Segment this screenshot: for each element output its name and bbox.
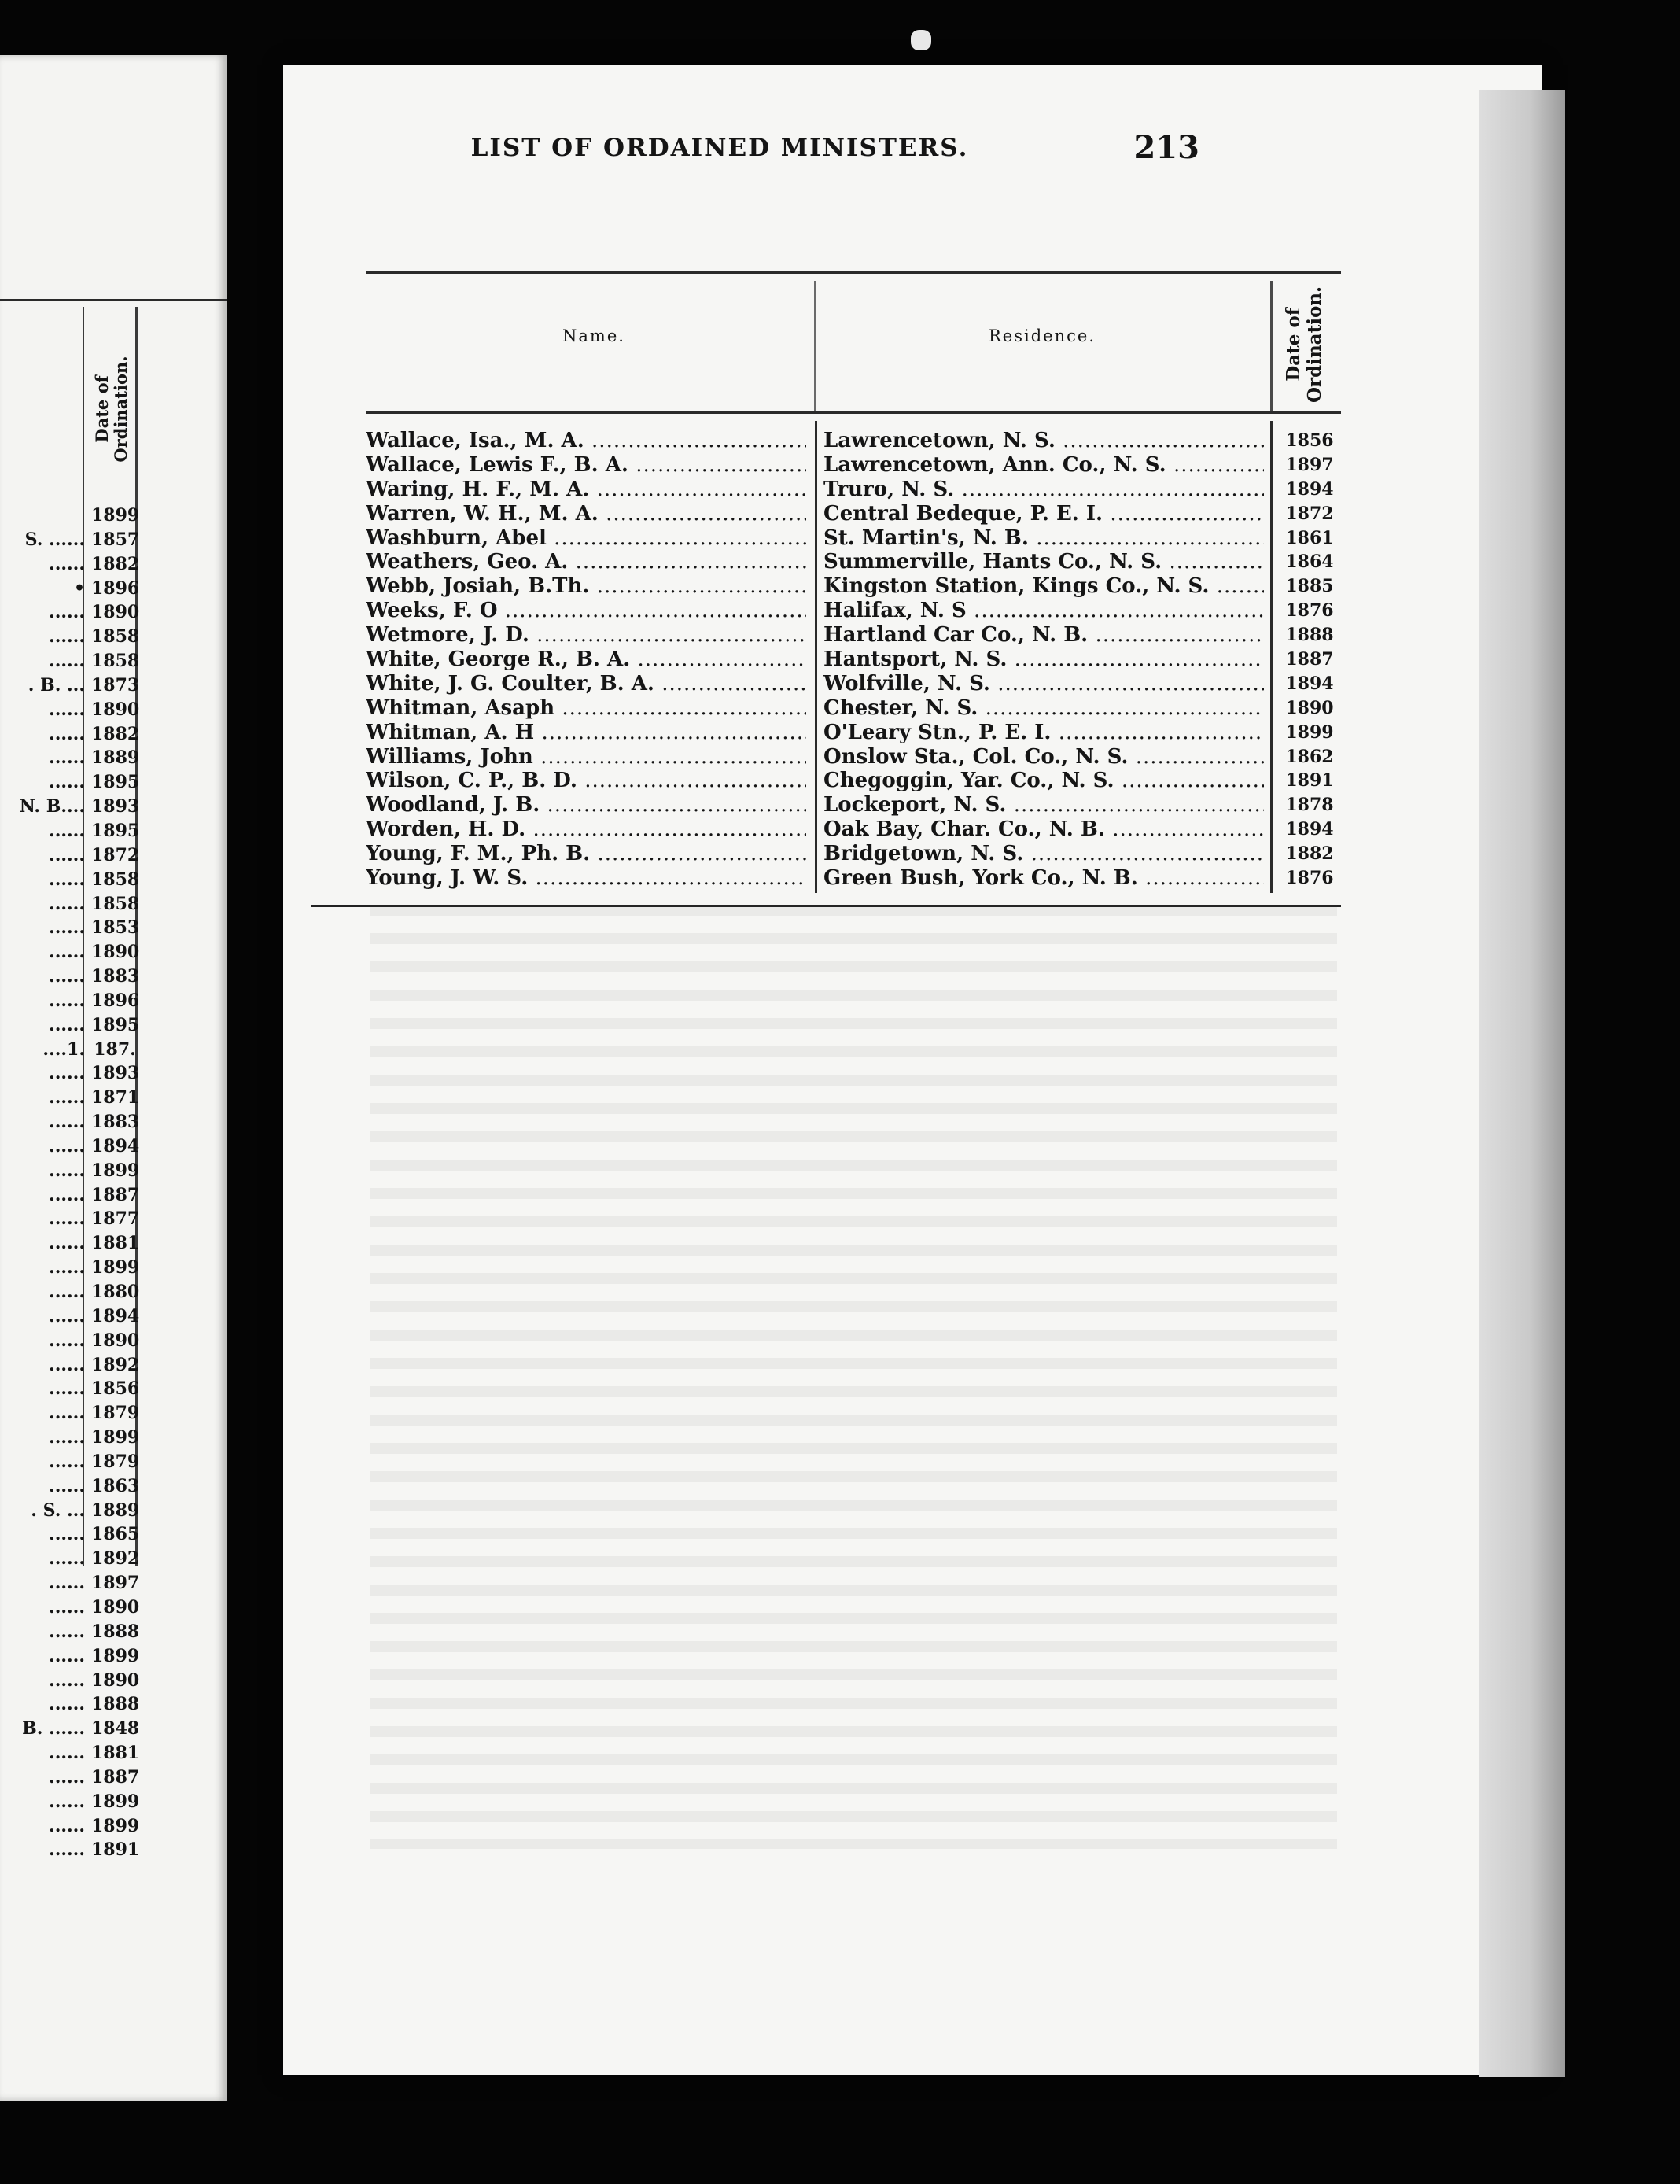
- table-row: [366, 647, 1341, 672]
- table-row: [366, 745, 1341, 769]
- minister-name: Weeks, F. O .....: [366, 599, 806, 622]
- left-row: [0, 698, 227, 722]
- ordination-year: 1894: [1285, 819, 1334, 840]
- ordination-year: 1894: [1285, 673, 1334, 694]
- left-page-fragment: [0, 55, 227, 2101]
- left-row-fragment: ......: [49, 699, 85, 720]
- table-row: [366, 478, 1341, 502]
- minister-residence: Summerville, Hants Co., N. S. .....: [823, 550, 1264, 574]
- left-row-year: 1879: [91, 1403, 140, 1424]
- ordination-year: 1876: [1285, 868, 1334, 889]
- left-row: [0, 1620, 227, 1644]
- ordination-year: 1861: [1285, 527, 1334, 548]
- left-row-fragment: . B. ...: [28, 674, 85, 695]
- left-row-year: 1894: [91, 1135, 140, 1157]
- ordination-year: 1864: [1285, 552, 1334, 573]
- table-row: [366, 866, 1341, 891]
- left-row: [0, 1790, 227, 1814]
- left-row-year: 1858: [91, 651, 140, 672]
- left-row: [0, 1013, 227, 1038]
- bleed-through-text: [370, 905, 1337, 1849]
- left-row: [0, 1547, 227, 1571]
- left-row: [0, 1692, 227, 1717]
- left-row: [0, 819, 227, 843]
- minister-name: Wilson, C. P., B. D. .....: [366, 769, 806, 792]
- minister-name: Washburn, Abel .....: [366, 526, 806, 550]
- left-row-fragment: ......: [49, 966, 85, 987]
- left-row-fragment: . S. ...: [31, 1500, 85, 1521]
- left-row-fragment: ......: [49, 1087, 85, 1109]
- ordination-year: 1872: [1285, 503, 1334, 524]
- minister-name: Waring, H. F., M. A. .....: [366, 478, 806, 501]
- left-row-year: 187.: [94, 1039, 136, 1060]
- ordination-year: 1885: [1285, 576, 1334, 597]
- left-row: [0, 1741, 227, 1765]
- left-row-year: 1863: [91, 1475, 140, 1496]
- left-row-year: 1890: [91, 1596, 140, 1618]
- ordination-year: 1876: [1285, 600, 1334, 622]
- left-row: [0, 1571, 227, 1596]
- page-edge: [1479, 90, 1565, 2077]
- minister-name: Whitman, Asaph .....: [366, 696, 806, 720]
- left-row-year: 1858: [91, 893, 140, 914]
- minister-residence: Halifax, N. S .....: [823, 599, 1264, 622]
- left-row-fragment: ......: [49, 1596, 85, 1618]
- minister-name: White, J. G. Coulter, B. A. .....: [366, 672, 806, 695]
- minister-residence: Oak Bay, Char. Co., N. B. .....: [823, 817, 1264, 841]
- left-row-year: 1888: [91, 1621, 140, 1642]
- minister-name: Wetmore, J. D. .....: [366, 623, 806, 647]
- left-row-fragment: ......: [49, 1839, 85, 1861]
- left-row-year: 1893: [91, 796, 140, 817]
- left-row-year: 1890: [91, 602, 140, 623]
- left-row: [0, 1086, 227, 1110]
- left-row: [0, 1304, 227, 1329]
- left-row-fragment: ......: [49, 723, 85, 744]
- left-row-fragment: N. B....: [19, 796, 85, 817]
- minister-residence: Onslow Sta., Col. Co., N. S. .....: [823, 745, 1264, 769]
- table-top-rule: [366, 271, 1341, 274]
- minister-residence: Lawrencetown, Ann. Co., N. S. .....: [823, 453, 1264, 477]
- left-row-year: 1899: [91, 505, 140, 526]
- left-row-fragment: ......: [49, 626, 85, 647]
- left-row: [0, 1474, 227, 1499]
- left-row-year: 1883: [91, 1112, 140, 1133]
- left-row-year: 1865: [91, 1524, 140, 1545]
- left-row-fragment: ......: [49, 1669, 85, 1691]
- minister-residence: Lockeport, N. S. .....: [823, 793, 1264, 817]
- left-row: [0, 1061, 227, 1086]
- minister-name: White, George R., B. A. .....: [366, 647, 806, 671]
- left-row: [0, 1207, 227, 1231]
- left-row-fragment: ......: [49, 1694, 85, 1715]
- left-row-fragment: ......: [49, 1451, 85, 1472]
- left-row-fragment: ......: [49, 1403, 85, 1424]
- left-row-fragment: ......: [49, 893, 85, 914]
- running-title: LIST OF ORDAINED MINISTERS.: [470, 134, 969, 162]
- left-row-year: 1873: [91, 674, 140, 695]
- left-year-column: [0, 504, 227, 1862]
- left-row: [0, 1280, 227, 1304]
- left-row-fragment: ......: [49, 602, 85, 623]
- left-row-year: 1892: [91, 1548, 140, 1570]
- left-row-fragment: ......: [49, 1354, 85, 1375]
- left-row-year: 1856: [91, 1378, 140, 1400]
- minister-name: Weathers, Geo. A. .....: [366, 550, 806, 574]
- left-row: [0, 1401, 227, 1426]
- header-divider-residence-date: [1270, 281, 1273, 413]
- left-row-year: 1853: [91, 917, 140, 939]
- ordination-year: 1882: [1285, 843, 1334, 865]
- left-row-fragment: ......: [49, 1257, 85, 1278]
- left-row-fragment: ......: [49, 917, 85, 939]
- minister-name: Wallace, Isa., M. A. .....: [366, 429, 806, 452]
- left-row-fragment: ......: [49, 1208, 85, 1230]
- table-row: [366, 696, 1341, 721]
- minister-name: Young, J. W. S. .....: [366, 866, 806, 890]
- minister-name: Young, F. M., Ph. B. .....: [366, 842, 806, 865]
- minister-name: Whitman, A. H .....: [366, 721, 806, 744]
- left-row-fragment: •: [73, 577, 85, 599]
- left-date-header-line1: Date of: [92, 375, 112, 443]
- left-row-year: 1891: [91, 1839, 140, 1861]
- left-row: [0, 1450, 227, 1474]
- left-row: [0, 940, 227, 965]
- left-row-year: 1893: [91, 1063, 140, 1084]
- left-row-year: 1890: [91, 699, 140, 720]
- left-row-fragment: ......: [49, 1791, 85, 1812]
- running-head: [350, 129, 1199, 181]
- left-row-year: 1882: [91, 553, 140, 574]
- table-row: [366, 721, 1341, 745]
- header-divider-name-residence: [814, 281, 816, 413]
- left-header-rule: [0, 299, 227, 301]
- minister-name: Warren, W. H., M. A. .....: [366, 502, 806, 526]
- left-row-year: 1883: [91, 966, 140, 987]
- left-row-year: 1899: [91, 1160, 140, 1181]
- minister-residence: Chegoggin, Yar. Co., N. S. .....: [823, 769, 1264, 792]
- left-row-fragment: ......: [49, 1184, 85, 1205]
- ordination-year: 1888: [1285, 625, 1334, 646]
- table-row: [366, 574, 1341, 599]
- column-header-residence: Residence.: [989, 326, 1096, 345]
- left-row-year: 1879: [91, 1451, 140, 1472]
- table-header-rule: [366, 411, 1341, 414]
- left-row: [0, 892, 227, 917]
- minister-residence: St. Martin's, N. B. .....: [823, 526, 1264, 550]
- table-row: [366, 769, 1341, 793]
- left-row: [0, 1134, 227, 1159]
- minister-residence: Wolfville, N. S. .....: [823, 672, 1264, 695]
- film-speck: [911, 30, 931, 50]
- minister-residence: Lawrencetown, N. S. .....: [823, 429, 1264, 452]
- ordination-year: 1856: [1285, 430, 1334, 451]
- table-row: [366, 817, 1341, 842]
- left-row-year: 1896: [91, 990, 140, 1011]
- left-row: [0, 965, 227, 989]
- left-row-fragment: ......: [49, 1524, 85, 1545]
- left-row-fragment: ......: [49, 990, 85, 1011]
- column-header-date-line1: Date of: [1283, 308, 1304, 382]
- page-number: 213: [1133, 129, 1199, 166]
- left-row: [0, 1717, 227, 1741]
- left-row-year: 1877: [91, 1208, 140, 1230]
- left-row: [0, 1426, 227, 1450]
- left-row-year: 1882: [91, 723, 140, 744]
- minister-residence: Hartland Car Co., N. B. .....: [823, 623, 1264, 647]
- left-row-fragment: ......: [49, 1475, 85, 1496]
- left-row: [0, 1353, 227, 1378]
- left-row-year: 1887: [91, 1766, 140, 1787]
- left-row-fragment: ......: [49, 1645, 85, 1666]
- left-row-fragment: ......: [49, 1160, 85, 1181]
- left-row: [0, 1814, 227, 1839]
- ordination-year: 1899: [1285, 721, 1334, 743]
- left-row-fragment: ......: [49, 1548, 85, 1570]
- left-row-fragment: ......: [49, 1135, 85, 1157]
- minister-name: Woodland, J. B. .....: [366, 793, 806, 817]
- left-row: [0, 1377, 227, 1401]
- left-row: [0, 577, 227, 601]
- left-row: [0, 1256, 227, 1280]
- left-row-year: 1894: [91, 1305, 140, 1326]
- minister-residence: Central Bedeque, P. E. I. .....: [823, 502, 1264, 526]
- left-row: [0, 600, 227, 625]
- left-row: [0, 1183, 227, 1208]
- left-row-year: 1889: [91, 747, 140, 769]
- left-row-fragment: ......: [49, 1621, 85, 1642]
- left-row-fragment: ......: [49, 1766, 85, 1787]
- left-row: [0, 989, 227, 1013]
- left-row-year: 1889: [91, 1500, 140, 1521]
- left-row-year: 1895: [91, 820, 140, 841]
- left-row-year: 1857: [91, 529, 140, 550]
- column-header-name: Name.: [562, 326, 625, 345]
- left-row-fragment: ......: [49, 1233, 85, 1254]
- ordination-year: 1862: [1285, 746, 1334, 767]
- table-row: [366, 429, 1341, 453]
- table-row: [366, 599, 1341, 623]
- ordination-year: 1897: [1285, 454, 1334, 475]
- minister-residence: Kingston Station, Kings Co., N. S. .....: [823, 574, 1264, 598]
- left-row: [0, 528, 227, 552]
- table-row: [366, 793, 1341, 817]
- left-row-year: 1896: [91, 577, 140, 599]
- table-row: [366, 502, 1341, 526]
- left-row-fragment: ....1.: [42, 1039, 85, 1060]
- table-row: [366, 623, 1341, 647]
- left-row: [0, 1838, 227, 1862]
- table-row: [366, 526, 1341, 551]
- left-row: [0, 1522, 227, 1547]
- ordination-year: 1891: [1285, 770, 1334, 791]
- left-row-year: 1881: [91, 1233, 140, 1254]
- left-row: [0, 1110, 227, 1134]
- column-header-date-line2: Ordination.: [1304, 286, 1325, 404]
- minister-residence: O'Leary Stn., P. E. I. .....: [823, 721, 1264, 744]
- left-row-year: 1871: [91, 1087, 140, 1109]
- table-row: [366, 550, 1341, 574]
- left-row-year: 1872: [91, 844, 140, 865]
- left-row-fragment: ......: [49, 942, 85, 963]
- left-row-fragment: ......: [49, 651, 85, 672]
- left-row-fragment: ......: [49, 1305, 85, 1326]
- left-row-year: 1899: [91, 1791, 140, 1812]
- left-row-year: 1899: [91, 1427, 140, 1448]
- left-row-fragment: ......: [49, 1815, 85, 1836]
- left-date-header-line2: Ordination.: [111, 356, 131, 463]
- left-row-year: 1858: [91, 869, 140, 890]
- left-row: [0, 868, 227, 892]
- left-row: [0, 916, 227, 940]
- left-row-fragment: ......: [49, 1573, 85, 1594]
- table-row: [366, 842, 1341, 866]
- table-row: [366, 453, 1341, 478]
- left-row-year: 1895: [91, 1014, 140, 1035]
- left-row-year: 1887: [91, 1184, 140, 1205]
- left-row: [0, 649, 227, 673]
- minister-residence: Hantsport, N. S. .....: [823, 647, 1264, 671]
- left-row: [0, 1596, 227, 1620]
- left-row-fragment: ......: [49, 772, 85, 793]
- left-row-fragment: ......: [49, 1743, 85, 1764]
- minister-name: Webb, Josiah, B.Th. .....: [366, 574, 806, 598]
- left-row-year: 1899: [91, 1815, 140, 1836]
- left-row: [0, 746, 227, 770]
- left-row: [0, 1644, 227, 1669]
- left-row: [0, 795, 227, 819]
- left-row-year: 1848: [91, 1718, 140, 1739]
- ordination-year: 1887: [1285, 649, 1334, 670]
- minister-residence: Chester, N. S. .....: [823, 696, 1264, 720]
- left-row-year: 1890: [91, 942, 140, 963]
- left-row-year: 1892: [91, 1354, 140, 1375]
- left-row-fragment: ......: [49, 1378, 85, 1400]
- left-row-year: 1890: [91, 1330, 140, 1351]
- left-row-fragment: ......: [49, 844, 85, 865]
- ordination-year: 1878: [1285, 795, 1334, 816]
- left-row-fragment: ......: [49, 1014, 85, 1035]
- left-row: [0, 673, 227, 698]
- left-row-fragment: ......: [49, 1112, 85, 1133]
- left-row-year: 1880: [91, 1282, 140, 1302]
- left-row: [0, 1765, 227, 1790]
- left-row: [0, 552, 227, 577]
- left-row: [0, 1038, 227, 1062]
- left-row-fragment: ......: [49, 553, 85, 574]
- ordination-year: 1890: [1285, 697, 1334, 718]
- left-row: [0, 625, 227, 649]
- left-row: [0, 1669, 227, 1693]
- left-row-year: 1899: [91, 1257, 140, 1278]
- left-row: [0, 1329, 227, 1353]
- left-row-year: 1888: [91, 1694, 140, 1715]
- minister-name: Worden, H. D. .....: [366, 817, 806, 841]
- left-row-fragment: B. ......: [22, 1718, 85, 1739]
- left-row-fragment: S. ......: [24, 529, 85, 550]
- left-row-fragment: ......: [49, 1427, 85, 1448]
- left-row-fragment: ......: [49, 747, 85, 769]
- left-row-year: 1881: [91, 1743, 140, 1764]
- left-row: [0, 770, 227, 795]
- minister-name: Wallace, Lewis F., B. A. .....: [366, 453, 806, 477]
- table-body: [366, 429, 1341, 891]
- left-row-fragment: ......: [49, 1330, 85, 1351]
- left-row-year: 1897: [91, 1573, 140, 1594]
- minister-residence: Truro, N. S. .....: [823, 478, 1264, 501]
- ordination-year: 1894: [1285, 478, 1334, 500]
- left-row-fragment: ......: [49, 820, 85, 841]
- left-row-fragment: ......: [49, 869, 85, 890]
- left-row: [0, 1159, 227, 1183]
- left-row: [0, 1231, 227, 1256]
- left-row-fragment: ......: [49, 1282, 85, 1302]
- minister-name: Williams, John .....: [366, 745, 806, 769]
- left-row-year: 1890: [91, 1669, 140, 1691]
- left-row: [0, 504, 227, 528]
- left-row: [0, 1499, 227, 1523]
- left-row-year: 1858: [91, 626, 140, 647]
- left-row-year: 1899: [91, 1645, 140, 1666]
- left-row-year: 1895: [91, 772, 140, 793]
- left-row: [0, 722, 227, 747]
- minister-residence: Green Bush, York Co., N. B. .....: [823, 866, 1264, 890]
- left-row-fragment: ......: [49, 1063, 85, 1084]
- table-row: [366, 672, 1341, 696]
- left-row: [0, 843, 227, 868]
- minister-residence: Bridgetown, N. S. .....: [823, 842, 1264, 865]
